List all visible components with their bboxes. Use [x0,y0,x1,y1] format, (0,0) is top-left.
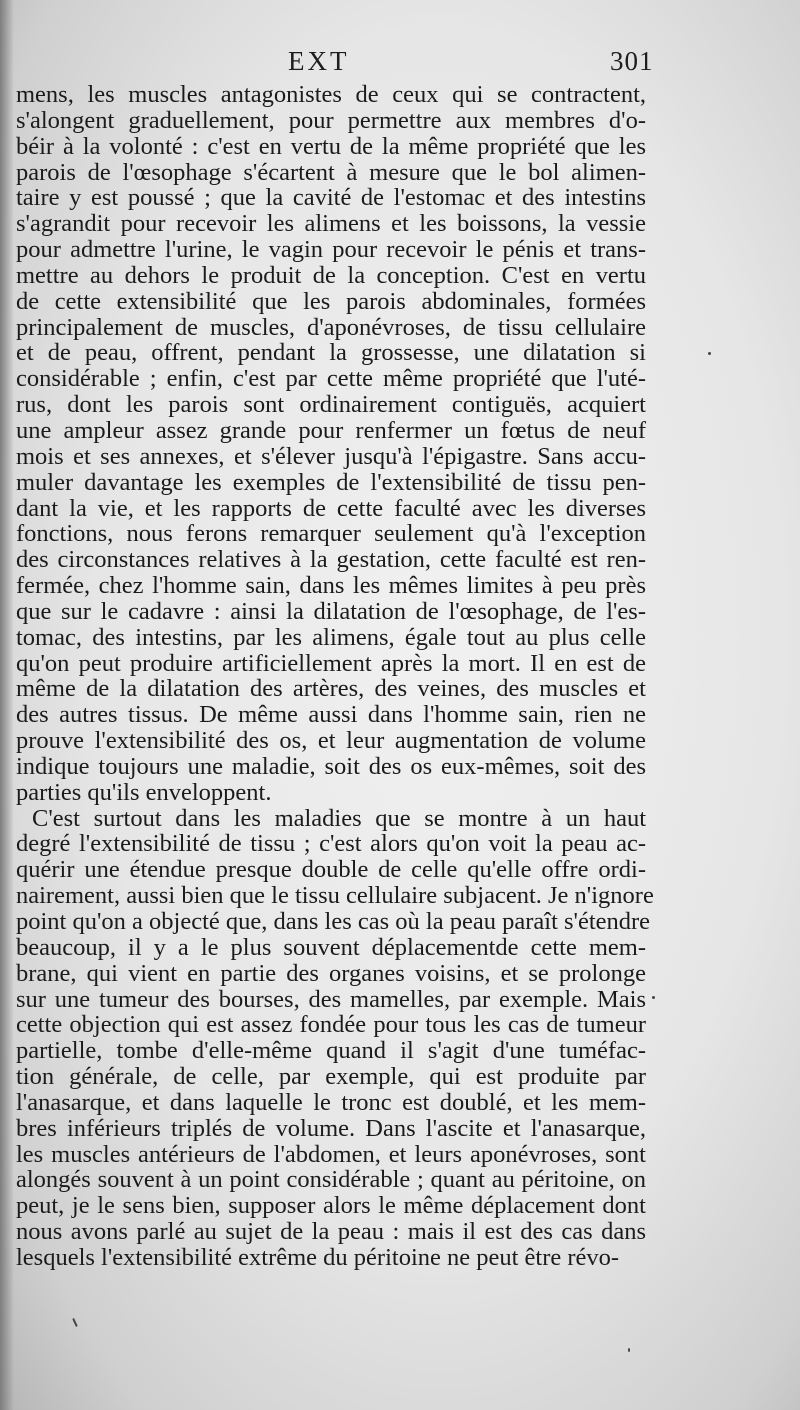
text-line: l'anasarque, et dans laquelle le tronc est doublé, et les mem- [16,1088,646,1116]
text-line: tomac, des intestins, par les alimens, égale tout au plus celle [16,623,646,651]
text-line: et de peau, offrent, pendant la grossesse, une dilatation si [16,339,646,367]
page-number: 301 [610,46,654,76]
text-line: même de la dilatation des artères, des veines, des muscles et [16,675,646,703]
text-line: de cette extensibilité que les parois abdominales, formées [16,287,646,315]
text-line: prouve l'extensibilité des os, et leur augmentation de volume [16,727,646,755]
text-line: que sur le cadavre : ainsi la dilatation de l'œsophage, de l'es- [16,597,646,625]
text-line: degré l'extensibilité de tissu ; c'est alors qu'on voit la peau ac- [16,830,646,858]
text-line: parties qu'ils enveloppent. [16,778,272,806]
text-line: considérable ; enfin, c'est par cette même propriété que l'uté- [16,365,646,393]
page-header [0,46,800,80]
ink-speck [628,1348,630,1352]
text-line: rus, dont les parois sont ordinairement contiguës, acquiert [16,391,646,419]
text-line: les muscles antérieurs de l'abdomen, et leurs aponévroses, sont [16,1140,646,1168]
text-line: cette objection qui est assez fondée pour tous les cas de tumeur [16,1011,646,1039]
text-line: lesquels l'extensibilité extrême du péritoine ne peut être révo- [16,1243,620,1271]
text-line: mens, les muscles antagonistes de ceux qui se contractent, [16,81,646,108]
text-line: mettre au dehors le produit de la conception. C'est en vertu [16,261,646,289]
text-line: nous avons parlé au sujet de la peau : mais il est des cas dans [16,1218,646,1246]
ink-speck [652,996,655,999]
text-line: point qu'on a objecté que, dans les cas où la peau paraît s'étendre [16,908,651,935]
gutter-shadow [0,0,14,1410]
text-line: fermée, chez l'homme sain, dans les mêmes limites à peu près [16,572,646,600]
text-line: C'est surtout dans les maladies que se montre à un haut [32,804,646,832]
text-line: dant la vie, et les rapports de cette faculté avec les diverses [16,494,646,522]
text-line: taire y est poussé ; que la cavité de l'estomac et des intestins [16,184,646,212]
text-line: quérir une étendue presque double de celle qu'elle offre ordi- [16,856,646,884]
text-line: qu'on peut produire artificiellement après la mort. Il en est de [16,649,646,677]
text-line: des circonstances relatives à la gestation, cette faculté est ren- [16,546,646,574]
text-line: indique toujours une maladie, soit des os eux-mêmes, soit des [16,752,646,780]
text-line: béir à la volonté : c'est en vertu de la même propriété que les [16,132,646,160]
text-line: beaucoup, il y a le plus souvent déplacementde cette mem- [16,933,646,961]
text-line: nairement, aussi bien que le tissu cellulaire subjacent. Je n'ignore [16,882,654,910]
text-line: brane, qui vient en partie des organes voisins, et se prolonge [16,959,646,987]
ink-speck [72,1318,78,1327]
text-line: partielle, tombe d'elle-même quand il s'agit d'une tuméfac- [16,1037,646,1065]
ink-speck [708,352,711,355]
text-line: pour admettre l'urine, le vagin pour recevoir le pénis et trans- [16,236,646,264]
text-line: parois de l'œsophage s'écartent à mesure que le bol alimen- [16,158,646,186]
text-line: s'alongent graduellement, pour permettre aux membres d'o- [16,106,646,134]
text-line: une ampleur assez grande pour renfermer un fœtus de neuf [16,416,646,444]
text-line: muler davantage les exemples de l'extensibilité de tissu pen- [16,468,646,496]
text-line: tion générale, de celle, par exemple, qui est produite par [16,1063,646,1091]
text-line: alongés souvent à un point considérable ; quant au péritoine, on [16,1166,646,1194]
body-text [16,81,654,1271]
text-line: fonctions, nous ferons remarquer seulement qu'à l'exception [16,520,646,548]
text-line: principalement de muscles, d'aponévroses, de tissu cellulaire [16,313,646,341]
running-head: EXT [288,46,350,76]
text-line: mois et ses annexes, et s'élever jusqu'à l'épigastre. Sans accu- [16,442,646,470]
text-line: sur une tumeur des bourses, des mamelles, par exemple. Mais [16,985,646,1013]
text-line: bres inférieurs triplés de volume. Dans l'ascite et l'anasarque, [16,1114,646,1142]
text-line: peut, je le sens bien, supposer alors le même déplacement dont [16,1192,646,1220]
text-line: des autres tissus. De même aussi dans l'homme sain, rien ne [16,701,646,729]
text-line: s'agrandit pour recevoir les alimens et les boissons, la vessie [16,210,646,238]
